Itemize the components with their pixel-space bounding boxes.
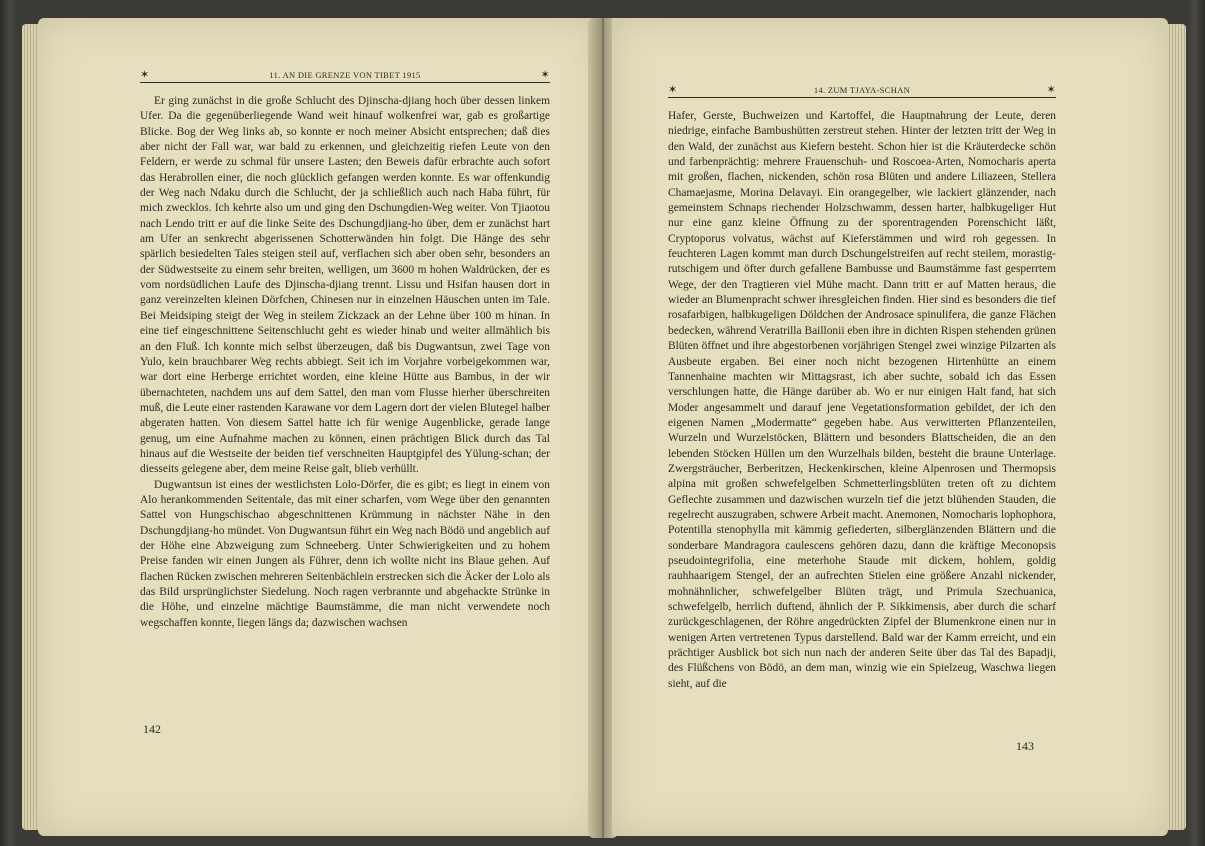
right-paragraph-1: Hafer, Gerste, Buchweizen und Kartoffel, die Hauptnahrung der Leute, deren niedrige, einfache Bambushütten zerstreut stehen. Hinter der letzten tritt der Weg in den Wald, der zunächst aus Kiefern besteht. Schon hier ist die Kräuterdecke schön und farbenprächtig: mehrere Frauenschuh- und Roscoea-Arten, Nomocharis aperta mit großen, flachen, nickenden, schön rosa Blüten und andere Liliazeen, Stellera Chamaejasme, Morina Delavayi. Ein orangegelber, wie lackiert glänzender, nach gemeinstem Schnaps riechender Holzschwamm, dessen harter, halbkugeliger Hut nur eine ganz kleine Öffnung zu der sporentragenden Porenschicht läßt, Cryptoporus volvatus, wächst auf Kieferstämmen und wird roh gegessen. In feuchteren Lagen kommt man durch Dschungelstreifen auf recht steilem, morastig-rutschigem und öfter durch gefallene Bambusse und Baumstämme fast gesperrtem Wege, der den Tragtieren viel Mühe macht. Dann tritt er auf Matten heraus, die wieder an Blumenpracht schwer ihresgleichen finden. Hier sind es besonders die tief rosafarbigen, halbkugeligen Döldchen der Androsace spinulifera, die ganze Flächen bedecken, während Veratrilla Baillonii eben ihre in dichten Rispen stehenden grünen Blüten öffnet und ihre abgestorbenen vorjährigen Stengel zwei winzige Pilzarten als Ausbeute ergaben. Bei einer noch nicht bezogenen Hirtenhütte an einem Tannenhaine machten wir Mittagsrast, ich aber suchte, sobald ich das Essen verschlungen hatte, die Hänge darüber ab. Wo er nur einigen Halt fand, hat sich Moder angesammelt und darauf jene Vegetationsformation gebildet, der ich den eigenen Namen „Modermatte“ gegeben habe. Aus verwitterten Pflanzenteilen, Wurzeln und Wurzelstöcken, Blättern und besonders Blattscheiden, die an den lebenden Stöcken Hüllen um den Wurzelhals bilden, besteht die braune Unterlage. Zwergsträucher, Berberitzen, Heckenkirschen, kleine Alpenrosen und Thermopsis alpina mit großen schwefelgelben Schmetterlingsblüten treten oft zu dichtem Geflechte zusammen und dazwischen wurzeln tief die jetzt blühenden Stauden, die regelrecht auszugraben, schwere Arbeit macht. Anemonen, Nomocharis lophophora, Potentilla stenophylla mit kämmig gefiederten, silberglänzenden Blättern und die sonderbare Mandragora caulescens gehören dazu, dann die kräftige Meconopsis pseudointegrifolia, eine meterhohe Staude mit dickem, hohlem, goldig rauhhaarigem Stengel, der an aufrechten Stielen eine größere Anzahl nickender, mohnähnlicher, schwefelgelber Blüten trägt, und Primula Szechuanica, schwefelgelb, herrlich duftend, ähnlich der P. Sikkimensis, aber durch die scharf zurückgeschlagenen, der Röhre angedrückten Zipfel der Blumenkrone einen nur in wenigen Arten vertretenen Typus darstellend. Bald war der Kamm erreicht, und ein prächtiger Ausblick bot sich nun nach der anderen Seite über das Tal des Bapadji, des Flüßchens von Bödö, an dem man, winzig wie ein Spielzeug, Waschwa liegen sieht, auf die (668, 110, 1056, 690)
left-header-title: 11. AN DIE GRENZE VON TIBET 1915 (269, 70, 421, 80)
star-ornament-icon: ✶ (1046, 83, 1056, 96)
star-ornament-icon: ✶ (540, 68, 550, 81)
left-running-header (140, 68, 550, 83)
right-header-title: 14. ZUM TJAYA-SCHAN (813, 85, 911, 95)
left-paragraph-1: Er ging zunächst in die große Schlucht des Djinscha-djiang hoch über dessen linkem Ufer. Da die gegenüberliegende Wand weit hinauf wolkenfrei war, gab es großartige Blicke. Bog der Weg links ab, so konnte er noch meiner Absicht entsprechen; daß dies aber nicht der Fall war, war bald zu erkennen, und gleichzeitig riefen Leute von den Feldern, er werde zu schmal für unsere Lasten; den Beweis dafür erbrachte auch sofort das Herabrollen einer, die noch glücklich gefangen werden konnte. Es war offenkundig der Weg nach Ndaku durch die Schlucht, der ja schließlich auch nach Haba führt, für mich zwecklos. Ich kehrte also um und ging den Dschungdien-Weg weiter. Von Tjiaotou nach Lendo tritt er auf die linke Seite des Dschungdjiang-ho über, dem er zunächst hart am Ufer an senkrecht abgerissenen Schotterwänden hin folgt. Die Hänge des sehr spärlich besiedelten Tales steigen steil auf, verflachen sich aber oben sehr, besonders an der Südwestseite zu einem sehr breiten, welligen, um 3600 m hohen Waldrücken, der es vom nordsüdlichen Laufe des Djinscha-djiang trennt. Lissu und Hsifan hausen dort in ganz vereinzelten kleinen Dörfchen, Chinesen nur in einzelnen Häuschen unten im Tale. Bei Meidsiping steigt der Weg in steilem Zickzack an der Lehne über 100 m hinan. In eine tief eingeschnittene Seitenschlucht geht es wieder hinab und weiter allmählich bis an den Fluß. Ich konnte mich selbst überzeugen, daß bis Dugwantsun, zwei Tage von Yulo, kein brauchbarer Weg rechts abbiegt. Seit ich im Vorjahre vorbeigekommen war, war dort eine Herberge errichtet worden, eine kleine Hütte aus Bambus, in der wir übernachteten, nachdem uns auf dem Sattel, den man vom Flusse hierher überschreiten muß, die Leute einer rastenden Karawane vor dem Lagern dort der vielen Blutegel halber abgeraten hatten. Von diesem Sattel hatte ich für wenige Augenblicke, gerade lange genug, um eine Aufnahme machen zu können, einen prächtigen Blick durch das Tal hinaus auf die Westseite der beiden tief verschneiten Hauptgipfel des Yülung-schan; der diesseits gelegene aber, dem meine Reise galt, blieb verhüllt. (140, 95, 550, 476)
right-body-text (668, 109, 1056, 692)
left-page-number: 142 (143, 722, 161, 736)
left-paragraph-2: Dugwantsun ist eines der westlichsten Lolo-Dörfer, die es gibt; es liegt in einem von Alo herankommenden Seitentale, das mit einer scharfen, vom Wege über den genannten Sattel von Hungschischao abgeschnittenen Krümmung in nächster Nähe in den Dschungdjiang-ho mündet. Von Dugwantsun führt ein Weg nach Bödö und angeblich auf der Höhe eine Abzweigung zum Schneeberg. Unter Schwierigkeiten und zu hohem Preise fanden wir einen Jungen als Führer, denn ich wollte nicht ins Blaue gehen. Auf flachen Rücken zwischen mehreren Seitenbächlein erstrecken sich die Äcker der Lolo als das Bild ursprünglichster Siedelung. Noch ragen verbrannte und abgehackte Strünke in die Höhe, und einzelne mächtige Baumstämme, die man nicht verwendete noch wegschaffen konnte, liegen längs da; dazwischen wachsen (140, 478, 550, 629)
star-ornament-icon: ✶ (668, 83, 678, 96)
right-page-number: 143 (1016, 739, 1034, 753)
left-body-text (140, 94, 550, 631)
star-ornament-icon: ✶ (140, 68, 150, 81)
right-running-header (668, 83, 1056, 98)
